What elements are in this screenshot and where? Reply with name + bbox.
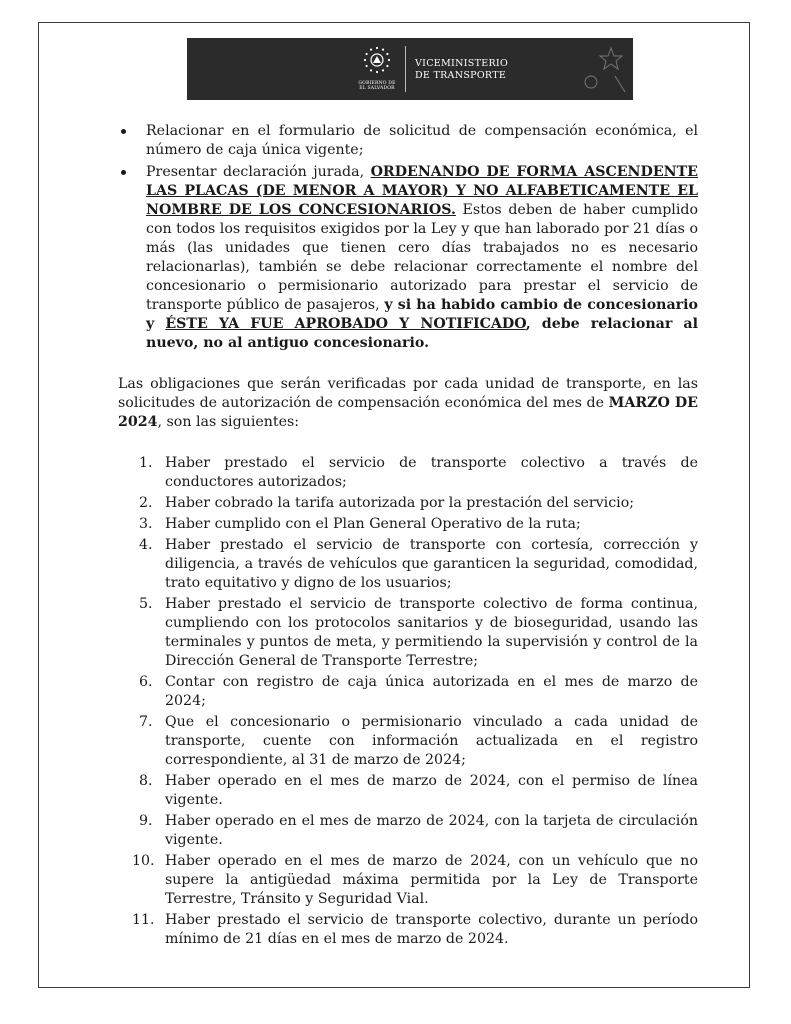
ministry-line2: DE TRANSPORTE [415,70,507,81]
item-number: 10. [132,853,155,869]
gov-name-line1: GOBIERNO DE [358,81,396,87]
item-number: 2. [139,495,153,511]
coat-of-arms-icon [357,44,397,84]
ministry-line1: VICEMINISTERIO [415,58,509,69]
header-divider [405,46,406,92]
item-number: 5. [139,596,153,612]
item-text: Contar con registro de caja única autorizada en el mes de marzo de 2024; [165,674,698,709]
list-item [118,515,698,534]
intro-text: Las obligaciones que serán verificadas por cada unidad de transporte, en las solicitudes de autorización de compensación económica del mes de [118,376,698,411]
month-label: MARZO DE 2024 [118,395,698,430]
item-number: 4. [139,537,153,553]
bold-text: y si ha habido cambio de concesionario y [146,297,698,332]
decorative-stars-icon [581,42,629,96]
item-text: Haber prestado el servicio de transporte colectivo de forma continua, cumpliendo con los protocolos sanitarios y de bioseguridad, usando las terminales y puntos de meta, y permitiendo la supervisión y control de la Dirección General de Transporte Terrestre; [165,596,698,669]
list-item [118,454,698,492]
government-name [353,81,401,91]
bullet-text: Estos deben de haber cumplido con todos los requisitos exigidos por la Ley y que han laborado por 21 días o más (las unidades que tienen cero días trabajados no es necesario relacionarlas), también se debe relacionar correctamente el nombre del concesionario o permisionario autorizado para prestar el servicio de transporte público de pasajeros, [146,202,698,313]
list-item [118,812,698,850]
bullet-text: Presentar declaración jurada, [146,164,371,180]
ministry-name [415,58,508,82]
item-text: Haber prestado el servicio de transporte colectivo a través de conductores autorizados; [165,455,698,490]
requirements-list [118,122,698,353]
emphasis-text: ÉSTE YA FUE APROBADO Y NOTIFICADO [165,316,526,332]
list-item [118,163,698,353]
item-number: 3. [139,516,153,532]
obligations-list [118,454,698,949]
list-item [118,673,698,711]
item-text: Haber operado en el mes de marzo de 2024, con un vehículo que no supere la antigüedad máxima permitida por la Ley de Transporte Terrestre, Tránsito y Seguridad Vial. [165,853,698,907]
list-item [118,852,698,909]
item-text: Haber cobrado la tarifa autorizada por la prestación del servicio; [165,495,635,511]
item-number: 11. [132,912,155,928]
emphasis-text: ORDENANDO DE FORMA ASCENDENTE LAS PLACAS (DE MENOR A MAYOR) Y NO ALFABETICAMENTE EL NOMBRE DE LOS CONCESIONARIOS. [146,164,698,218]
item-text: Haber operado en el mes de marzo de 2024, con el permiso de línea vigente. [165,773,698,808]
item-text: Haber cumplido con el Plan General Operativo de la ruta; [165,516,581,532]
document-body [118,122,698,951]
list-item [118,713,698,770]
intro-text-end: , son las siguientes: [157,414,300,430]
item-number: 1. [139,455,153,471]
list-item [118,595,698,671]
list-item [118,772,698,810]
item-number: 6. [139,674,153,690]
list-item [118,122,698,160]
bullet-text: Relacionar en el formulario de solicitud de compensación económica, el número de caja única vigente; [146,123,698,158]
list-item [118,494,698,513]
item-text: Que el concesionario o permisionario vinculado a cada unidad de transporte, cuente con información actualizada en el registro correspondiente, al 31 de marzo de 2024; [165,714,698,768]
item-text: Haber prestado el servicio de transporte colectivo, durante un período mínimo de 21 días en el mes de marzo de 2024. [165,912,698,947]
item-text: Haber prestado el servicio de transporte con cortesía, corrección y diligencia, a través de vehículos que garanticen la seguridad, comodidad, trato equitativo y digno de los usuarios; [165,537,698,591]
list-item [118,911,698,949]
gov-name-line2: EL SALVADOR [359,86,395,92]
item-number: 7. [139,714,153,730]
list-item [118,536,698,593]
header-banner [187,38,633,100]
obligations-intro [118,375,698,432]
item-number: 9. [139,813,153,829]
item-number: 8. [139,773,153,789]
item-text: Haber operado en el mes de marzo de 2024, con la tarjeta de circulación vigente. [165,813,698,848]
bold-text: , debe relacionar al nuevo, no al antiguo concesionario. [146,316,698,351]
